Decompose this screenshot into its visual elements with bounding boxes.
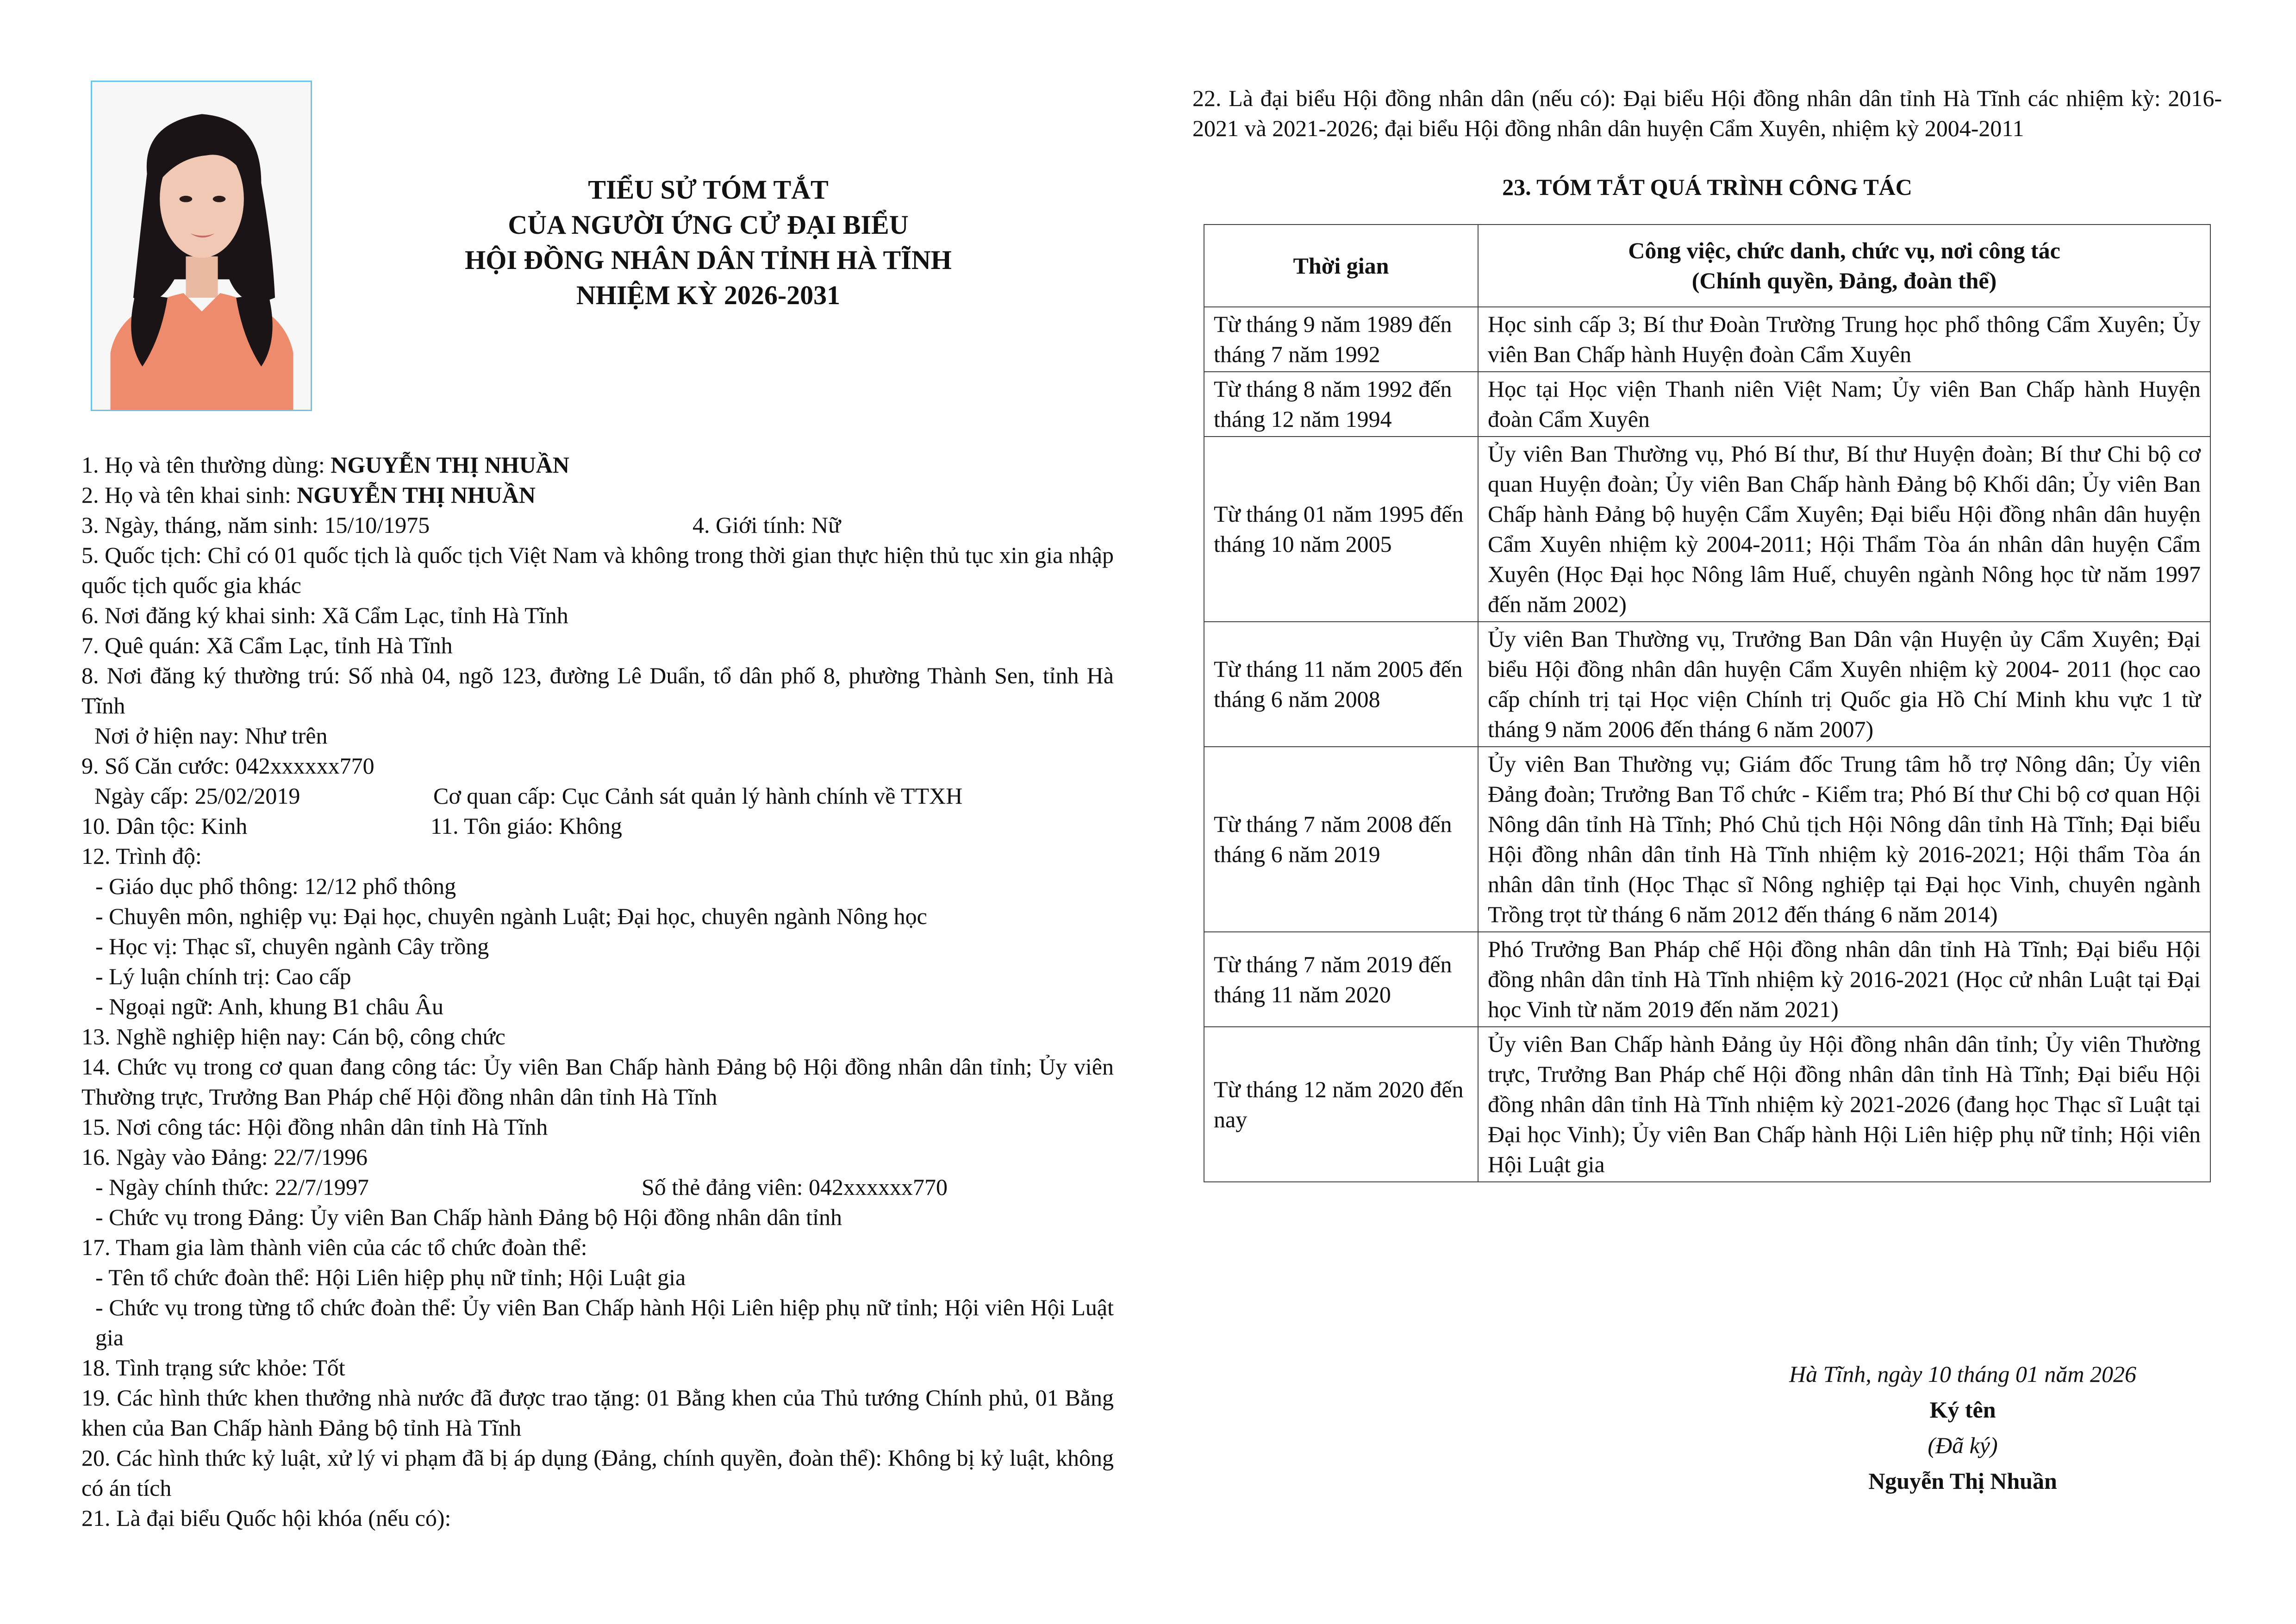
national-assembly-delegate: 21. Là đại biểu Quốc hội khóa (nếu có):: [81, 1505, 451, 1531]
header-description-line-2: (Chính quyền, Đảng, đoàn thể): [1691, 268, 1997, 294]
current-residence: Nơi ở hiện nay: Như trên: [94, 723, 328, 749]
party-join-date: 16. Ngày vào Đảng: 22/7/1996: [81, 1144, 368, 1170]
header-description: [1478, 225, 2210, 307]
current-position: 14. Chức vụ trong cơ quan đang công tác: Ủy viên Ban Chấp hành Đảng bộ Hội đồng nhân dân tỉnh; Ủy viên Thường trực, Trưởng Ban Pháp chế Hội đồng nhân dân tỉnh Hà Tĩnh: [81, 1054, 1114, 1110]
table-row: [1204, 932, 2210, 1027]
row-time: Từ tháng 12 năm 2020 đến nay: [1204, 1027, 1478, 1182]
id-issue-date: Ngày cấp: 25/02/2019: [94, 783, 300, 809]
nationality: 5. Quốc tịch: Chỉ có 01 quốc tịch là quốc tịch Việt Nam và không trong thời gian thực hiện thủ tục xin gia nhập quốc tịch quốc gia khác: [81, 542, 1114, 598]
row-time: Từ tháng 8 năm 1992 đến tháng 12 năm 1994: [1204, 372, 1478, 437]
table-row: [1204, 307, 2210, 372]
personal-info: [81, 450, 1114, 1533]
row-description: Ủy viên Ban Thường vụ; Giám đốc Trung tâm hỗ trợ Nông dân; Ủy viên Đảng đoàn; Trưởng Ban Tổ chức - Kiểm tra; Phó Bí thư Chi bộ cơ quan Hội Nông dân tỉnh Hà Tĩnh; Phó Chủ tịch Hội Nông dân tỉnh Hà Tĩnh; Đại biểu Hội đồng nhân dân tỉnh Hà Tĩnh nhiệm kỳ 2016-2021; Hội thẩm Tòa án nhân dân tỉnh (Học Thạc sĩ Nông nghiệp tại Đại học Vinh, chuyên ngành Trồng trọt từ tháng 6 năm 2012 đến tháng 6 năm 2014): [1478, 747, 2210, 932]
gender: 4. Giới tính: Nữ: [693, 512, 841, 538]
row-description: Ủy viên Ban Thường vụ, Phó Bí thư, Bí thư Huyện đoàn; Bí thư Chi bộ cơ quan Huyện đoàn; Ủy viên Ban Chấp hành Đảng bộ Khối dân; Ủy viên Ban Chấp hành Đảng bộ huyện Cẩm Xuyên; Đại biểu Hội đồng nhân dân huyện Cẩm Xuyên nhiệm kỳ 2004-2011; Hội Thẩm Tòa án nhân dân huyện Cẩm Xuyên (Học Đại học Nông lâm Huế, chuyên ngành Nông học từ năm 1997 đến năm 2002): [1478, 437, 2210, 622]
disciplinary-record: 20. Các hình thức kỷ luật, xử lý vi phạm đã bị áp dụng (Đảng, chính quyền, đoàn thể): Không bị kỷ luật, không có án tích: [81, 1445, 1114, 1501]
title-line-4: NHIỆM KỲ 2026-2031: [576, 280, 841, 310]
people-council-delegate: 22. Là đại biểu Hội đồng nhân dân (nếu có): Đại biểu Hội đồng nhân dân tỉnh Hà Tĩnh các nhiệm kỳ: 2016-2021 và 2021-2026; đại biểu Hội đồng nhân dân huyện Cẩm Xuyên, nhiệm kỳ 2004-2011: [1192, 85, 2222, 141]
portrait-icon: [92, 82, 311, 410]
organizations-heading: 17. Tham gia làm thành viên của các tổ chức đoàn thể:: [81, 1234, 587, 1260]
party-official-date: - Ngày chính thức: 22/7/1997: [95, 1174, 369, 1200]
signature-block: [1685, 1359, 2240, 1496]
political-theory: - Lý luận chính trị: Cao cấp: [95, 963, 351, 989]
organization-names: - Tên tổ chức đoàn thể: Hội Liên hiệp phụ nữ tỉnh; Hội Luật gia: [95, 1264, 686, 1290]
id-issuer: Cơ quan cấp: Cục Cảnh sát quản lý hành chính về TTXH: [433, 783, 963, 809]
academic-degree: - Học vị: Thạc sĩ, chuyên ngành Cây trồng: [95, 933, 489, 959]
id-number: 9. Số Căn cước: 042xxxxxx770: [81, 753, 374, 779]
row-description: Ủy viên Ban Thường vụ, Trưởng Ban Dân vận Huyện ủy Cẩm Xuyên; Đại biểu Hội đồng nhân dân huyện Cẩm Xuyên nhiệm kỳ 2004- 2011 (học cao cấp chính trị tại Học viện Chính trị Quốc gia Hồ Chí Minh khu vực 1 từ tháng 9 năm 2006 đến tháng 6 năm 2007): [1478, 622, 2210, 747]
row-time: Từ tháng 9 năm 1989 đến tháng 7 năm 1992: [1204, 307, 1478, 372]
header-time: Thời gian: [1204, 225, 1478, 307]
party-position: - Chức vụ trong Đảng: Ủy viên Ban Chấp hành Đảng bộ Hội đồng nhân dân tỉnh: [95, 1204, 842, 1230]
organization-positions: - Chức vụ trong từng tổ chức đoàn thể: Ủy viên Ban Chấp hành Hội Liên hiệp phụ nữ tỉnh; Hội viên Hội Luật gia: [95, 1294, 1114, 1350]
document-title: [361, 172, 1055, 313]
info-line-2: [81, 480, 1114, 510]
info-1-value: NGUYỄN THỊ NHUẦN: [331, 452, 570, 478]
health-status: 18. Tình trạng sức khỏe: Tốt: [81, 1355, 345, 1380]
info-line-1: [81, 450, 1114, 480]
portrait-photo: [91, 81, 312, 411]
general-education: - Giáo dục phổ thông: 12/12 phổ thông: [95, 873, 456, 899]
ethnicity-religion-line: [81, 811, 1114, 841]
title-line-2: CỦA NGƯỜI ỨNG CỬ ĐẠI BIỂU: [508, 210, 909, 240]
work-history-table: [1204, 224, 2211, 1182]
table-row: [1204, 437, 2210, 622]
current-occupation: 13. Nghề nghiệp hiện nay: Cán bộ, công chức: [81, 1024, 505, 1049]
row-time: Từ tháng 11 năm 2005 đến tháng 6 năm 2008: [1204, 622, 1478, 747]
signature-status: (Đã ký): [1928, 1432, 1998, 1458]
awards: 19. Các hình thức khen thưởng nhà nước đã được trao tặng: 01 Bằng khen của Thủ tướng Chính phủ, 01 Bằng khen của Ban Chấp hành Đảng bộ tỉnh Hà Tĩnh: [81, 1385, 1114, 1441]
workplace: 15. Nơi công tác: Hội đồng nhân dân tỉnh Hà Tĩnh: [81, 1114, 548, 1140]
info-1-label: 1. Họ và tên thường dùng:: [81, 452, 331, 478]
place-date: Hà Tĩnh, ngày 10 tháng 01 năm 2026: [1789, 1361, 2136, 1387]
work-history-heading: 23. TÓM TẮT QUÁ TRÌNH CÔNG TÁC: [1502, 174, 1912, 200]
row-time: Từ tháng 01 năm 1995 đến tháng 10 năm 2005: [1204, 437, 1478, 622]
info-line-3: [81, 510, 1114, 540]
id-issue-line: [81, 781, 1114, 811]
info-2-value: NGUYỄN THỊ NHUẦN: [297, 482, 536, 508]
birth-date: 3. Ngày, tháng, năm sinh: 15/10/1975: [81, 512, 430, 538]
foreign-language: - Ngoại ngữ: Anh, khung B1 châu Âu: [95, 993, 444, 1019]
hometown: 7. Quê quán: Xã Cẩm Lạc, tỉnh Hà Tĩnh: [81, 632, 453, 658]
professional-qualification: - Chuyên môn, nghiệp vụ: Đại học, chuyên ngành Luật; Đại học, chuyên ngành Nông học: [95, 903, 927, 929]
table-row: [1204, 372, 2210, 437]
table-header-row: [1204, 225, 2210, 307]
title-line-3: HỘI ĐỒNG NHÂN DÂN TỈNH HÀ TĨNH: [465, 245, 952, 275]
ethnicity: 10. Dân tộc: Kinh: [81, 813, 248, 839]
birth-registration: 6. Nơi đăng ký khai sinh: Xã Cẩm Lạc, tỉnh Hà Tĩnh: [81, 602, 568, 628]
header-description-line-1: Công việc, chức danh, chức vụ, nơi công tác: [1628, 237, 2060, 263]
table-row: [1204, 1027, 2210, 1182]
row-time: Từ tháng 7 năm 2008 đến tháng 6 năm 2019: [1204, 747, 1478, 932]
education-heading: 12. Trình độ:: [81, 843, 202, 869]
row-time: Từ tháng 7 năm 2019 đến tháng 11 năm 2020: [1204, 932, 1478, 1027]
party-official-line: [81, 1172, 1114, 1202]
table-row: [1204, 747, 2210, 932]
signer-name: Nguyễn Thị Nhuần: [1868, 1468, 2057, 1494]
title-line-1: TIỂU SỬ TÓM TẮT: [588, 175, 829, 205]
permanent-residence: 8. Nơi đăng ký thường trú: Số nhà 04, ngõ 123, đường Lê Duẩn, tổ dân phố 8, phường Thành Sen, tỉnh Hà Tĩnh: [81, 662, 1114, 718]
row-description: Học tại Học viện Thanh niên Việt Nam; Ủy viên Ban Chấp hành Huyện đoàn Cẩm Xuyên: [1478, 372, 2210, 437]
row-description: Ủy viên Ban Chấp hành Đảng ủy Hội đồng nhân dân tỉnh; Ủy viên Thường trực, Trưởng Ban Pháp chế Hội đồng nhân dân tỉnh Hà Tĩnh; Đại biểu Hội đồng nhân dân tỉnh Hà Tĩnh nhiệm kỳ 2021-2026 (đang học Thạc sĩ Luật tại Đại học Vinh); Ủy viên Ban Chấp hành Hội Liên hiệp phụ nữ tỉnh; Hội viên Hội Luật gia: [1478, 1027, 2210, 1182]
table-row: [1204, 622, 2210, 747]
row-description: Học sinh cấp 3; Bí thư Đoàn Trường Trung học phổ thông Cẩm Xuyên; Ủy viên Ban Chấp hành Huyện đoàn Cẩm Xuyên: [1478, 307, 2210, 372]
info-2-label: 2. Họ và tên khai sinh:: [81, 482, 297, 508]
row-description: Phó Trưởng Ban Pháp chế Hội đồng nhân dân tỉnh Hà Tĩnh; Đại biểu Hội đồng nhân dân tỉnh Hà Tĩnh nhiệm kỳ 2016-2021 (Học cử nhân Luật tại Đại học Vinh từ năm 2019 đến năm 2021): [1478, 932, 2210, 1027]
religion: 11. Tôn giáo: Không: [430, 813, 622, 839]
party-card-number: Số thẻ đảng viên: 042xxxxxx770: [642, 1174, 948, 1200]
signature-label: Ký tên: [1929, 1397, 1996, 1423]
